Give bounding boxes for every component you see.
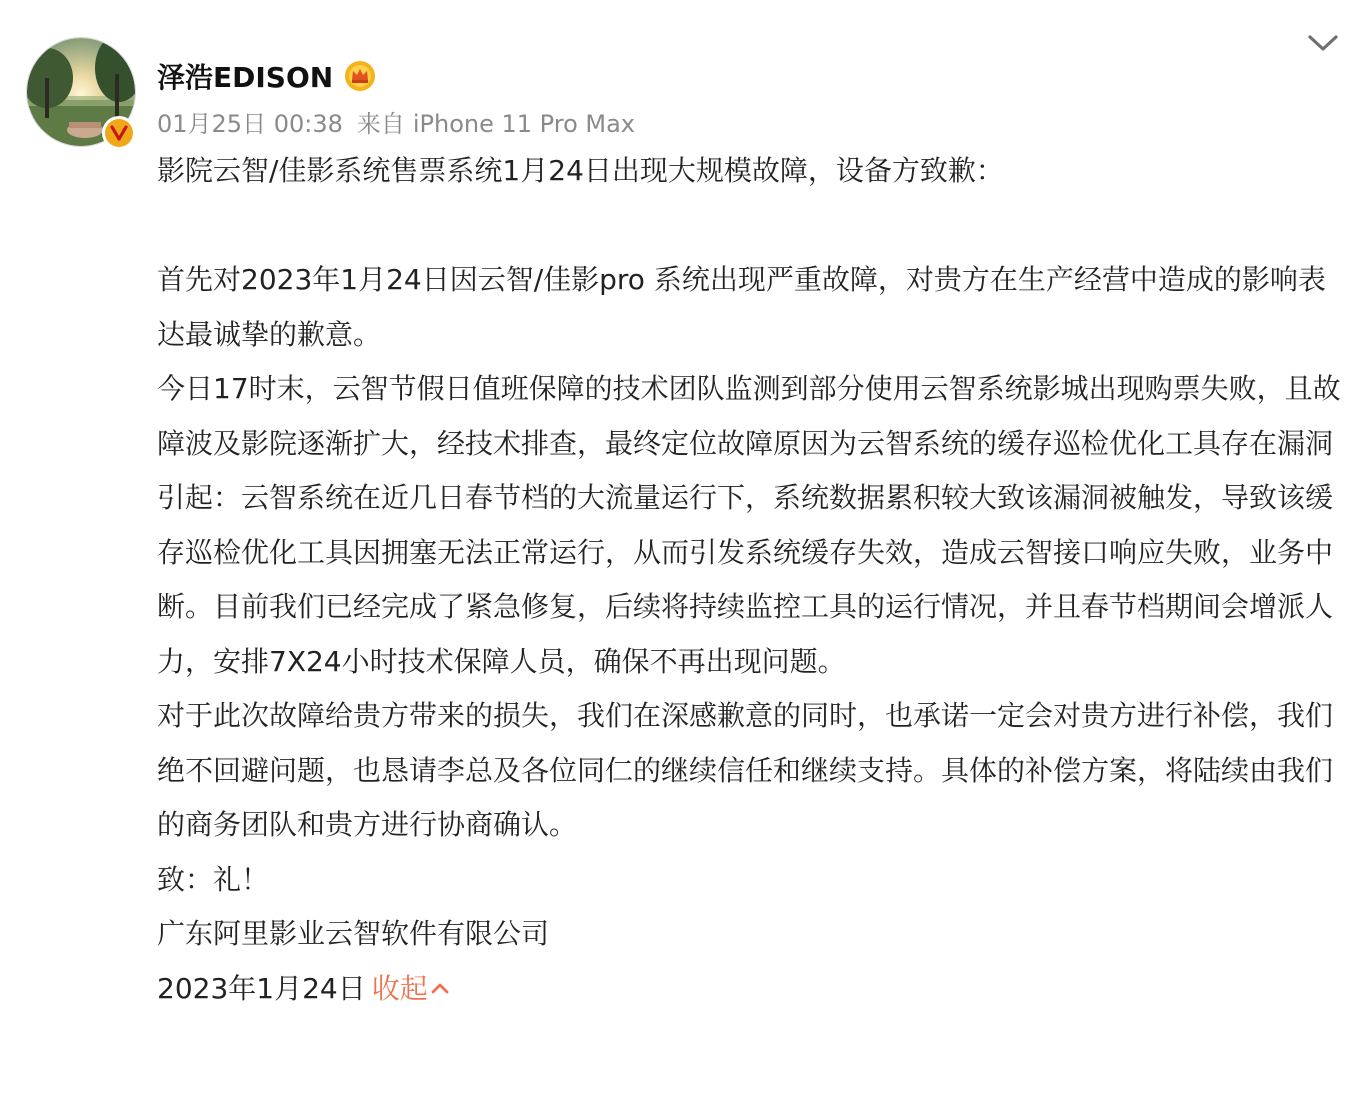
signature-line: 广东阿里影业云智软件有限公司 — [157, 917, 550, 950]
blank-line — [157, 199, 1342, 254]
author-name[interactable]: 泽浩EDISON — [157, 61, 334, 94]
post-time[interactable]: 01月25日 00:38 — [157, 110, 343, 138]
verified-v-icon — [110, 125, 128, 141]
post-headline: 影院云智/佳影系统售票系统1月24日出现大规模故障，设备方致歉： — [157, 154, 1004, 187]
date-line — [157, 962, 1342, 1017]
verified-badge — [102, 116, 136, 150]
paragraph-incident: 今日17时末，云智节假日值班保障的技术团队监测到部分使用云智系统影城出现购票失败，且故障波及影院逐渐扩大，经技术排查，最终定位故障原因为云智系统的缓存巡检优化工具存在漏洞引起：云智系统在近几日春节档的大流量运行下，系统数据累积较大致该漏洞被触发，导致该缓存巡检优化工具因拥塞无法正常运行，从而引发系统缓存失效，造成云智接口响应失败，业务中断。目前我们已经完成了紧急修复，后续将持续监控工具的运行情况，并且春节档期间会增派人力，安排7X24小时技术保障人员，确保不再出现问题。 — [157, 372, 1341, 678]
collapse-label[interactable]: 收起 — [371, 971, 428, 1005]
vip-crown-icon[interactable] — [343, 59, 377, 93]
chevron-up-icon[interactable] — [430, 981, 450, 995]
paragraph-compensation: 对于此次故障给贵方带来的损失，我们在深感歉意的同时，也承诺一定会对贵方进行补偿，我们绝不回避问题，也恳请李总及各位同仁的继续信任和继续支持。具体的补偿方案，将陆续由我们的商务团队和贵方进行协商确认。 — [157, 699, 1334, 841]
paragraph-apology: 首先对2023年1月24日因云智/佳影pro 系统出现严重故障，对贵方在生产经营中造成的影响表达最诚挚的歉意。 — [157, 263, 1326, 351]
closing-line: 致：礼！ — [157, 862, 270, 896]
source-label: 来自 — [356, 110, 405, 138]
chevron-down-icon[interactable] — [1306, 30, 1340, 56]
post-meta — [157, 104, 635, 139]
post-date: 2023年1月24日 — [157, 971, 366, 1005]
post-content — [157, 144, 1342, 1016]
collapse-button[interactable] — [372, 972, 450, 1005]
avatar[interactable] — [26, 37, 136, 147]
author-row — [157, 52, 377, 100]
source-device: iPhone 11 Pro Max — [412, 110, 636, 138]
